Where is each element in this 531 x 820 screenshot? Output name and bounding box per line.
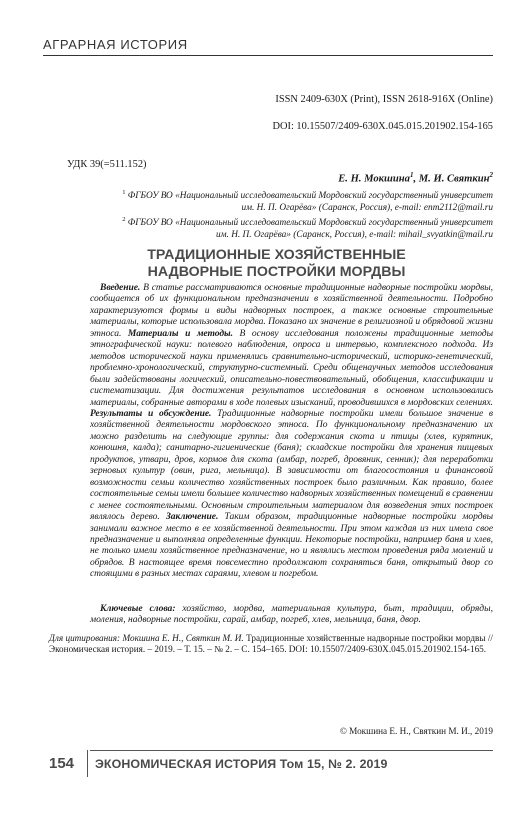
affiliation-1-line2: им. Н. П. Огарёва» (Саранск, Россия), e-mail: enm2112@mail.ru	[241, 203, 493, 214]
affiliation-2-sup: 2	[122, 216, 126, 223]
affiliation-1-line1: ФГБОУ ВО «Национальный исследовательский Мордовский государственный университет	[125, 191, 493, 202]
author-1-sup: 1	[409, 171, 414, 179]
methods-label: Материалы и методы.	[127, 327, 233, 339]
citation	[49, 633, 493, 655]
results-text: Традиционные надворные постройки имели большое значение в хозяйственной деятельности мордовского этноса. По функциональному предназначению их можно разделить на следующие группы: для содержания скота и птицы (хлев, курятник, конюшня, калда); санитарно-гигиенические (баня); складские постройки для хранения пищевых продуктов, утвари, дров, кормов для скота (амбар, погреб, дровяник, сенник); для переработки зерновых культур (овин, рига, мельница). В зависимости от благосостояния и финансовой возможности семьи количество хозяйственных построек было различным. Как правило, более состоятельные семьи имели большее количество надворных хозяйственных помещений в сравнении с менее состоятельными. Основным строительным материалом для возведения этих построек являлось дерево.	[90, 407, 493, 523]
copyright: © Мокшина Е. Н., Святкин М. И., 2019	[339, 726, 493, 736]
intro-text: В статье рассматриваются основные традиционные надворные постройки мордвы, сообщается об их функциональном предназначении в хозяйственной деятельности. Подробно характеризуются формы и виды надворных построек, а также основные строительные материалы, которые использовала мордва. Показано их значение в религиозной и обрядовой жизни этноса.	[90, 282, 493, 339]
affiliation-1-sup: 1	[122, 189, 126, 196]
page-number: 154	[49, 755, 75, 772]
affiliation-2-line2: им. Н. П. Огарёва» (Саранск, Россия), e-mail: mihail_svyatkin@mail.ru	[215, 230, 493, 241]
intro-label: Введение.	[100, 282, 141, 293]
issn-line: ISSN 2409-630X (Print), ISSN 2618-916X (Online)	[275, 94, 493, 105]
author-separator: ,	[413, 173, 419, 185]
methods-text: В основу исследования положены традиционные методы этнографической науки: полевого наблюдения, опроса и интервью, комплексного подхода. Из методов исторической науки применялись сравнительно-исторический, историко-генетический, проблемно-хронологический, структурно-системный. Среди общенаучных методов исследования были задействованы логический, описательно-повествовательный, обобщения, классификации и систематизации. Для достижения результатов исследования в основном использовались материалы, собранные авторами в ходе полевых изысканий, проводившихся в мордовских селениях.	[90, 327, 493, 408]
author-2-sup: 2	[489, 171, 493, 179]
authors-line	[338, 171, 493, 185]
article-title	[60, 247, 493, 280]
abstract	[90, 282, 493, 580]
conclusion-text: Таким образом, традиционные надворные постройки мордвы занимали важное место в ее хозяйственной деятельности. При этом каждая из них имела свое предназначение и выполняла определенные функции. Некоторые постройки, например баня и хлев, не только имели хозяйственное предназначение, но и являлись местом проведения ряда молений и обрядов. В настоящее время повсеместно продолжают сохраняться баня, открытый двор со стоящими в разных местах сараями, хлевом и погребом.	[90, 511, 493, 580]
affiliation-1	[60, 187, 493, 215]
article-title-line2: НАДВОРНЫЕ ПОСТРОЙКИ МОРДВЫ	[147, 263, 406, 280]
article-title-line1: ТРАДИЦИОННЫЕ ХОЗЯЙСТВЕННЫЕ	[147, 247, 406, 263]
citation-label: Для цитирования: Мокшина Е. Н., Святкин М. И.	[49, 633, 244, 643]
doi-line: DOI: 10.15507/2409-630X.045.015.201902.154-165	[272, 121, 493, 132]
keywords	[90, 603, 493, 626]
results-label: Результаты и обсуждение.	[90, 407, 212, 419]
journal-footer: ЭКОНОМИЧЕСКАЯ ИСТОРИЯ Том 15, № 2. 2019	[95, 757, 388, 771]
affiliation-2-line1: ФГБОУ ВО «Национальный исследовательский Мордовский государственный университет	[125, 218, 493, 229]
conclusion-label: Заключение.	[165, 511, 219, 523]
footer-divider	[90, 750, 493, 751]
keywords-label: Ключевые слова:	[100, 603, 176, 614]
citation-text: Традиционные хозяйственные надворные постройки мордвы // Экономическая история. – 2019. – Т. 15. – № 2. – С. 154–165. DOI: 10.15507/2409-630X.045.015.201902.154-165.	[49, 633, 493, 655]
udk-code: УДК 39(=511.152)	[67, 159, 147, 170]
affiliation-2	[60, 214, 493, 242]
author-2: М. И. Святкин	[418, 173, 490, 185]
keywords-text: хозяйство, мордва, материальная культура, быт, традиции, обряды, моления, надворные постройки, сарай, амбар, погреб, хлев, мельница, баня, двор.	[90, 603, 493, 626]
author-1: Е. Н. Мокшина	[338, 173, 410, 185]
section-header: АГРАРНАЯ ИСТОРИЯ	[43, 37, 188, 52]
header-divider	[43, 55, 493, 56]
